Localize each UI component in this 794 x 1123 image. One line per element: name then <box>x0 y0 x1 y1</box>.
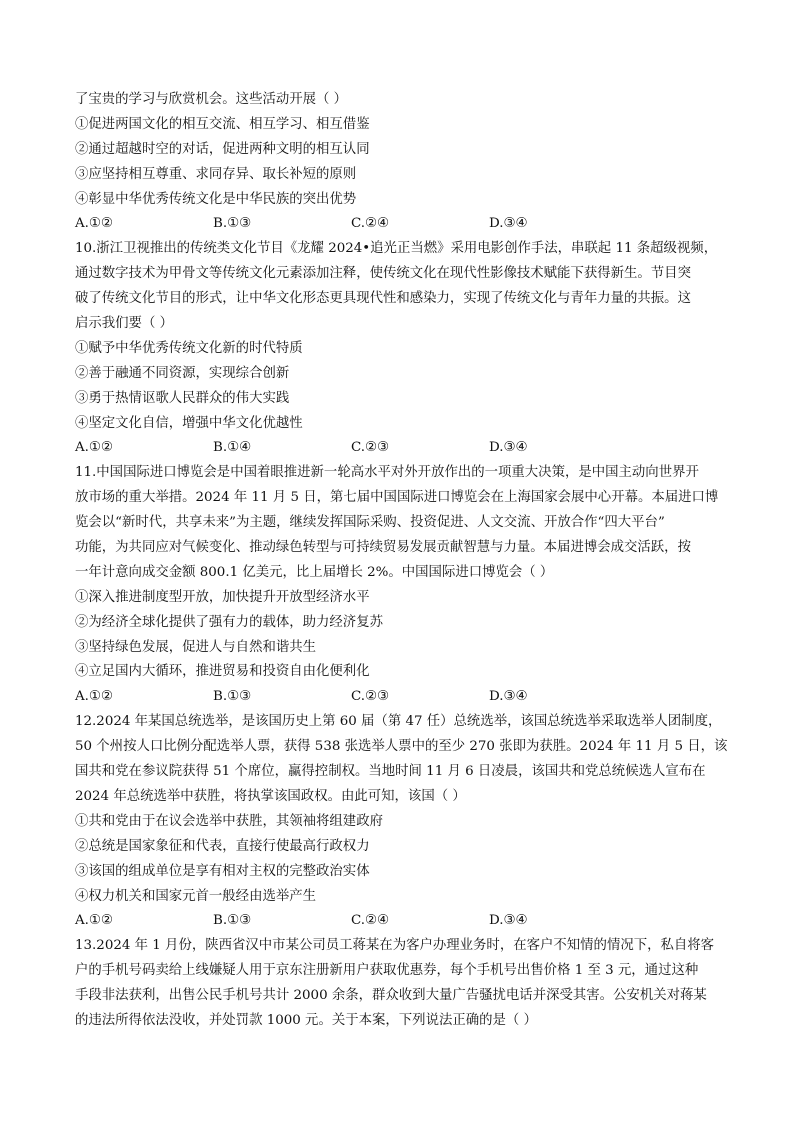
choice-b: B.①③ <box>213 216 252 232</box>
question-13-stem-line: 的违法所得依法没收，并处罚款 1000 元。关于本案，下列说法正确的是（ ） <box>75 1012 537 1028</box>
question-10-stem-line: 通过数字技术为甲骨文等传统文化元素添加注释，使传统文化在现代性影像技术赋能下获得新生。节目突 <box>75 266 691 282</box>
question-11-stem-line: 11.中国国际进口博览会是中国着眼推进新一轮高水平对外开放作出的一项重大决策，是中国主动向世界开 <box>75 465 699 481</box>
choice-a: A.①② <box>75 689 113 705</box>
choice-b: B.①③ <box>213 689 252 705</box>
question-12-stem-line: 12.2024 年某国总统选举，是该国历史上第 60 届（第 47 任）总统选举，该国总统选举采取选举人团制度， <box>75 714 722 730</box>
question-12-stem-line: 国共和党在参议院获得 51 个席位，赢得控制权。当地时间 11 月 6 日凌晨，该国共和党总统候选人宣布在 <box>75 764 706 780</box>
option-statement: ①促进两国文化的相互交流、相互学习、相互借鉴 <box>75 116 370 132</box>
option-statement: ③应坚持相互尊重、求同存异、取长补短的原则 <box>75 166 357 182</box>
answer-choices <box>75 212 725 237</box>
exam-page <box>75 88 728 1034</box>
choice-d: D.③④ <box>489 689 528 705</box>
answer-choices <box>75 685 725 710</box>
choice-c: C.②③ <box>351 440 390 456</box>
question-13-stem-line: 手段非法获利，出售公民手机号共计 2000 余条，群众收到大量广告骚扰电话并深受其害。公安机关对蒋某 <box>75 988 707 1004</box>
question-12-stem-line: 50 个州按人口比例分配选举人票，获得 538 张选举人票中的至少 270 张即为获胜。2024 年 11 月 5 日，该 <box>75 739 728 755</box>
option-statement: ②为经济全球化提供了强有力的载体，助力经济复苏 <box>75 614 383 630</box>
question-10-stem-line: 破了传统文化节目的形式，让中华文化形态更具现代性和感染力，实现了传统文化与青年力量的共振。这 <box>75 291 691 307</box>
choice-a: A.①② <box>75 216 113 232</box>
option-statement: ①深入推进制度型开放，加快提升开放型经济水平 <box>75 589 370 605</box>
question-11-stem-line: 一年计意向成交金额 800.1 亿美元，比上届增长 2%。中国国际进口博览会（ ） <box>75 564 554 580</box>
choice-d: D.③④ <box>489 440 528 456</box>
question-13-stem-line: 13.2024 年 1 月份，陕西省汉中市某公司员工蒋某在为客户办理业务时，在客户不知情的情况下，私自将客 <box>75 938 715 954</box>
question-stem-line: 了宝贵的学习与欣赏机会。这些活动开展（ ） <box>75 92 348 107</box>
question-10-stem-line: 10.浙江卫视推出的传统类文化节目《龙耀 2024•追光正当燃》采用电影创作手法，串联起 11 条超级视频， <box>75 241 718 257</box>
question-12-stem-line: 2024 年总统选举中获胜，将执掌该国政权。由此可知，该国（ ） <box>75 788 466 804</box>
option-statement: ③该国的组成单位是享有相对主权的完整政治实体 <box>75 863 370 879</box>
option-statement: ④彰显中华优秀传统文化是中华民族的突出优势 <box>75 191 357 207</box>
answer-choices <box>75 436 725 461</box>
question-11-stem-line: 功能，为共同应对气候变化、推动绿色转型与可持续贸易发展贡献智慧与力量。本届进博会成交活跃，按 <box>75 540 691 556</box>
option-statement: ②总统是国家象征和代表，直接行使最高行政权力 <box>75 838 370 854</box>
question-10-stem-line: 启示我们要（ ） <box>75 316 173 332</box>
option-statement: ①共和党由于在议会选举中获胜，其领袖将组建政府 <box>75 813 383 829</box>
question-11-stem-line: 览会以“新时代，共享未来”为主题，继续发挥国际采购、投资促进、人文交流、开放合作“四大平台” <box>75 515 665 531</box>
choice-b: B.①④ <box>213 440 252 456</box>
choice-a: A.①② <box>75 913 113 929</box>
choice-c: C.②④ <box>351 913 390 929</box>
option-statement: ②通过超越时空的对话，促进两种文明的相互认同 <box>75 141 370 157</box>
option-statement: ①赋予中华优秀传统文化新的时代特质 <box>75 340 303 356</box>
option-statement: ④权力机关和国家元首一般经由选举产生 <box>75 888 317 904</box>
choice-d: D.③④ <box>489 913 528 929</box>
option-statement: ④立足国内大循环，推进贸易和投资自由化便利化 <box>75 664 370 680</box>
choice-c: C.②④ <box>351 216 390 232</box>
question-13-stem-line: 户的手机号码卖给上线嫌疑人用于京东注册新用户获取优惠券，每个手机号出售价格 1 至 3 元，通过这种 <box>75 963 699 979</box>
option-statement: ③勇于热情讴歌人民群众的伟大实践 <box>75 390 290 406</box>
choice-c: C.②③ <box>351 689 390 705</box>
option-statement: ④坚定文化自信，增强中华文化优越性 <box>75 415 303 431</box>
choice-d: D.③④ <box>489 216 528 232</box>
answer-choices <box>75 909 725 934</box>
choice-a: A.①② <box>75 440 113 456</box>
option-statement: ②善于融通不同资源，实现综合创新 <box>75 365 290 381</box>
question-11-stem-line: 放市场的重大举措。2024 年 11 月 5 日，第七届中国国际进口博览会在上海国家会展中心开幕。本届进口博 <box>75 490 719 506</box>
option-statement: ③坚持绿色发展，促进人与自然和谐共生 <box>75 639 317 655</box>
choice-b: B.①③ <box>213 913 252 929</box>
